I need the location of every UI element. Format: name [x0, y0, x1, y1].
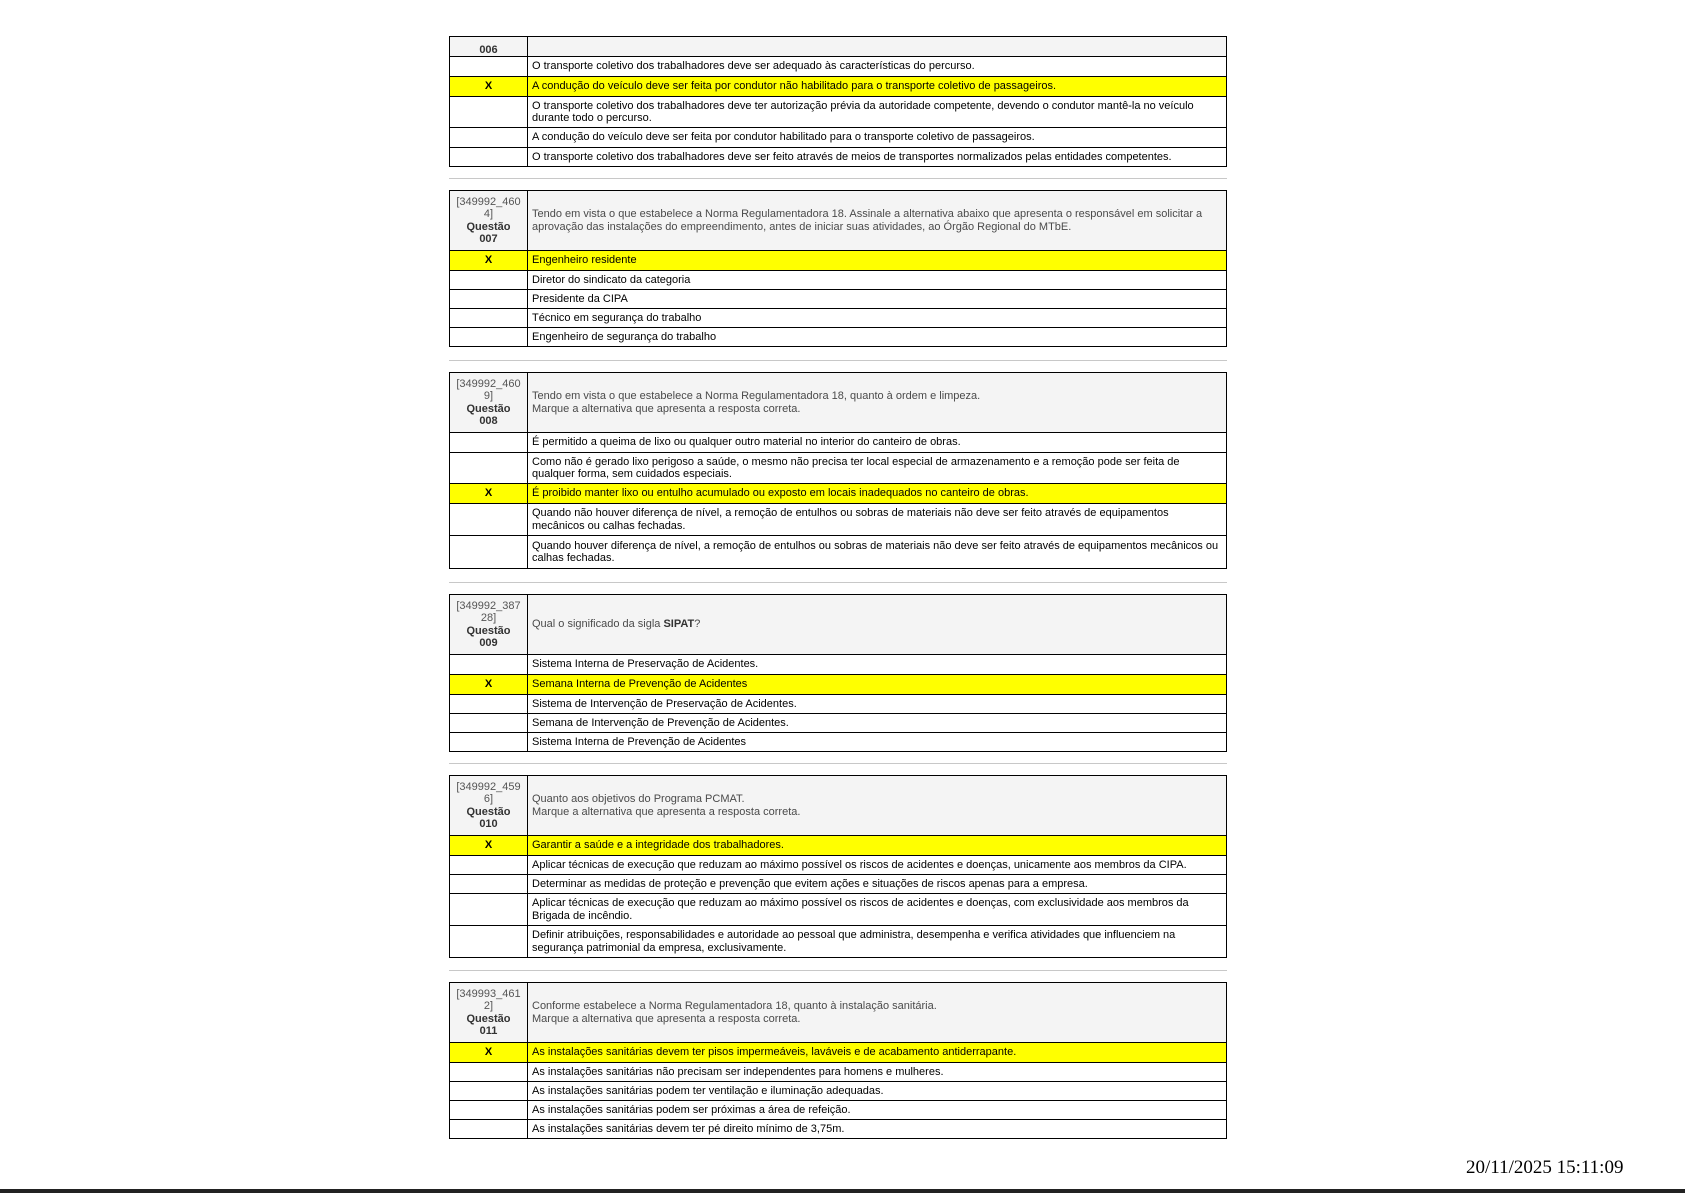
- question-prefix: Qual o significado da sigla: [532, 618, 664, 631]
- answer-mark: [450, 695, 528, 714]
- question-line: Conforme estabelece a Norma Regulamentadora 18, quanto à instalação sanitária.: [532, 1000, 937, 1012]
- answer-text: Determinar as medidas de proteção e prevenção que evitem ações e situações de riscos apenas para a empresa.: [528, 875, 1227, 894]
- answer-text: As instalações sanitárias podem ter ventilação e iluminação adequadas.: [528, 1082, 1227, 1101]
- question-number: 011: [479, 1025, 498, 1037]
- question-011-table: [449, 982, 1227, 1139]
- answer-option[interactable]: [450, 875, 1227, 894]
- question-id-suffix: 4]: [483, 208, 494, 220]
- answer-mark: [450, 1063, 528, 1082]
- answer-text: As instalações sanitárias podem ser próximas a área de refeição.: [528, 1101, 1227, 1120]
- answer-mark: X: [450, 251, 528, 271]
- answer-option[interactable]: [450, 271, 1227, 290]
- answer-option[interactable]: [450, 148, 1227, 167]
- answer-mark: [450, 1082, 528, 1101]
- print-timestamp: 20/11/2025 15:11:09: [1466, 1157, 1624, 1178]
- question-007-table: [449, 190, 1227, 347]
- question-id-cell: [450, 191, 528, 251]
- question-id-suffix: 6]: [483, 793, 494, 805]
- answer-text: Aplicar técnicas de execução que reduzam ao máximo possível os riscos de acidentes e doenças, com exclusividade aos membros da Brigada de incêndio.: [528, 894, 1227, 926]
- answer-option[interactable]: [450, 894, 1227, 926]
- answer-text: Engenheiro de segurança do trabalho: [528, 328, 1227, 347]
- answer-text: Definir atribuições, responsabilidades e autoridade ao pessoal que administra, desempenha e verifica atividades que influenciem na segurança patrimonial da empresa, exclusivamente.: [528, 926, 1227, 958]
- answer-option[interactable]: [450, 433, 1227, 453]
- answer-mark: [450, 926, 528, 958]
- answer-text: Semana Interna de Prevenção de Acidentes: [528, 675, 1227, 695]
- question-text: Tendo em vista o que estabelece a Norma Regulamentadora 18. Assinale a alternativa abaixo que apresenta o responsável em solicitar a aprovação das instalações do empreendimento, antes de iniciar suas atividades, ao Órgão Regional do MTbE.: [528, 191, 1227, 251]
- question-text: [528, 37, 1227, 57]
- question-id: [349992_387: [456, 599, 521, 612]
- answer-mark: [450, 1101, 528, 1120]
- question-id-cell: [450, 776, 528, 836]
- question-text: [528, 983, 1227, 1043]
- answer-mark: [450, 148, 528, 167]
- answer-option[interactable]: [450, 695, 1227, 714]
- question-010-table: [449, 775, 1227, 958]
- answer-mark: [450, 97, 528, 128]
- question-id: [349992_459: [456, 780, 521, 793]
- answer-mark: [450, 655, 528, 675]
- answer-text: As instalações sanitárias devem ter pé direito mínimo de 3,75m.: [528, 1120, 1227, 1139]
- bottom-rule: [0, 1189, 1685, 1193]
- question-line: Marque a alternativa que apresenta a resposta correta.: [532, 402, 801, 415]
- answer-text: Como não é gerado lixo perigoso a saúde, o mesmo não precisa ter local especial de armazenamento e a remoção pode ser feita de qualquer forma, sem cuidados especiais.: [528, 453, 1227, 484]
- answer-text: Técnico em segurança do trabalho: [528, 309, 1227, 328]
- question-id: [349992_460: [456, 195, 521, 208]
- answer-option[interactable]: [450, 536, 1227, 569]
- answer-mark: [450, 894, 528, 926]
- answer-text: Presidente da CIPA: [528, 290, 1227, 309]
- answer-text: É permitido a queima de lixo ou qualquer outro material no interior do canteiro de obras.: [528, 433, 1227, 453]
- question-008-table: [449, 372, 1227, 569]
- question-divider: [449, 360, 1227, 361]
- question-line: Marque a alternativa que apresenta a resposta correta.: [532, 805, 801, 818]
- answer-mark: [450, 733, 528, 752]
- answer-option[interactable]: [450, 504, 1227, 536]
- answer-text: O transporte coletivo dos trabalhadores deve ter autorização prévia da autoridade competente, devendo o condutor mantê-la no veículo durante todo o percurso.: [528, 97, 1227, 128]
- question-number: 010: [479, 818, 498, 830]
- question-id-cell: [450, 373, 528, 433]
- answer-option[interactable]: [450, 328, 1227, 347]
- answer-mark: [450, 1120, 528, 1139]
- answer-mark: [450, 290, 528, 309]
- answer-mark: [450, 856, 528, 875]
- answer-option[interactable]: [450, 856, 1227, 875]
- answer-option-correct[interactable]: [450, 675, 1227, 695]
- answer-text: Diretor do sindicato da categoria: [528, 271, 1227, 290]
- answer-option[interactable]: [450, 1082, 1227, 1101]
- question-label: Questão: [466, 402, 511, 415]
- question-id: [349993_461: [456, 987, 521, 1000]
- answer-option[interactable]: [450, 453, 1227, 484]
- answer-text: Engenheiro residente: [528, 251, 1227, 271]
- question-number: 009: [479, 637, 498, 649]
- question-009-table: [449, 594, 1227, 752]
- question-divider: [449, 763, 1227, 764]
- answer-option-correct[interactable]: [450, 251, 1227, 271]
- answer-text: Garantir a saúde e a integridade dos trabalhadores.: [528, 836, 1227, 856]
- answer-mark: [450, 875, 528, 894]
- question-number: 007: [479, 233, 498, 245]
- question-text: [528, 595, 1227, 655]
- answer-option[interactable]: [450, 1120, 1227, 1139]
- answer-text: Semana de Intervenção de Prevenção de Acidentes.: [528, 714, 1227, 733]
- question-id-suffix: 9]: [483, 390, 494, 402]
- answer-mark: [450, 271, 528, 290]
- question-acronym: SIPAT: [663, 618, 695, 631]
- answer-text: Sistema de Intervenção de Preservação de Acidentes.: [528, 695, 1227, 714]
- answer-text: Quando não houver diferença de nível, a remoção de entulhos ou sobras de materiais não deve ser feito através de equipamentos mecânicos ou calhas fechadas.: [528, 504, 1227, 536]
- question-id: [349992_460: [456, 377, 521, 390]
- answer-mark: [450, 504, 528, 536]
- answer-option[interactable]: [450, 1063, 1227, 1082]
- answer-mark: [450, 714, 528, 733]
- question-label: Questão: [466, 220, 511, 233]
- question-id-cell: [450, 37, 528, 57]
- question-suffix: ?: [694, 618, 701, 631]
- answer-mark: X: [450, 77, 528, 97]
- answer-text: As instalações sanitárias não precisam ser independentes para homens e mulheres.: [528, 1063, 1227, 1082]
- answer-option[interactable]: [450, 1101, 1227, 1120]
- answer-text: A condução do veículo deve ser feita por condutor não habilitado para o transporte coletivo de passageiros.: [528, 77, 1227, 97]
- answer-text: As instalações sanitárias devem ter pisos impermeáveis, laváveis e de acabamento antiderrapante.: [528, 1043, 1227, 1063]
- answer-text: É proibido manter lixo ou entulho acumulado ou exposto em locais inadequados no canteiro de obras.: [528, 484, 1227, 504]
- answer-mark: [450, 328, 528, 347]
- answer-option[interactable]: [450, 309, 1227, 328]
- question-divider: [449, 178, 1227, 179]
- answer-text: Aplicar técnicas de execução que reduzam ao máximo possível os riscos de acidentes e doenças, unicamente aos membros da CIPA.: [528, 856, 1227, 875]
- answer-option-correct[interactable]: [450, 77, 1227, 97]
- answer-text: Quando houver diferença de nível, a remoção de entulhos ou sobras de materiais não deve ser feito através de equipamentos mecânicos ou calhas fechadas.: [528, 536, 1227, 569]
- question-number: 006: [479, 43, 498, 56]
- answer-text: A condução do veículo deve ser feita por condutor habilitado para o transporte coletivo de passageiros.: [528, 128, 1227, 148]
- question-line: Marque a alternativa que apresenta a resposta correta.: [532, 1012, 801, 1025]
- answer-option[interactable]: [450, 714, 1227, 733]
- question-text: [528, 776, 1227, 836]
- question-number: 008: [479, 415, 498, 427]
- answer-option[interactable]: [450, 733, 1227, 752]
- answer-mark: X: [450, 836, 528, 856]
- question-text: [528, 373, 1227, 433]
- question-id-cell: [450, 983, 528, 1043]
- question-label: Questão: [466, 624, 511, 637]
- answer-option-correct[interactable]: [450, 1043, 1227, 1063]
- answer-mark: [450, 453, 528, 484]
- question-label: Questão: [466, 805, 511, 818]
- answer-text: Sistema Interna de Prevenção de Acidentes: [528, 733, 1227, 752]
- answer-option[interactable]: [450, 128, 1227, 148]
- answer-option[interactable]: [450, 290, 1227, 309]
- answer-mark: X: [450, 1043, 528, 1063]
- question-id-suffix: 28]: [480, 612, 497, 624]
- answer-mark: [450, 309, 528, 328]
- question-line: Quanto aos objetivos do Programa PCMAT.: [532, 793, 745, 805]
- answer-option[interactable]: [450, 57, 1227, 77]
- answer-option[interactable]: [450, 97, 1227, 128]
- answer-option[interactable]: [450, 655, 1227, 675]
- answer-mark: [450, 128, 528, 148]
- answer-mark: X: [450, 484, 528, 504]
- answer-mark: [450, 433, 528, 453]
- question-label: Questão: [466, 1012, 511, 1025]
- answer-option[interactable]: [450, 926, 1227, 958]
- answer-option-correct[interactable]: [450, 836, 1227, 856]
- question-divider: [449, 582, 1227, 583]
- question-divider: [449, 970, 1227, 971]
- answer-mark: X: [450, 675, 528, 695]
- answer-mark: [450, 536, 528, 569]
- question-id-suffix: 2]: [483, 1000, 494, 1012]
- question-id-cell: [450, 595, 528, 655]
- answer-text: O transporte coletivo dos trabalhadores deve ser feito através de meios de transportes normalizados pelas entidades competentes.: [528, 148, 1227, 167]
- answer-mark: [450, 57, 528, 77]
- answer-option-correct[interactable]: [450, 484, 1227, 504]
- question-line: Tendo em vista o que estabelece a Norma Regulamentadora 18, quanto à ordem e limpeza.: [532, 390, 981, 402]
- question-006-table: [449, 36, 1227, 167]
- answer-text: O transporte coletivo dos trabalhadores deve ser adequado às características do percurso.: [528, 57, 1227, 77]
- answer-text: Sistema Interna de Preservação de Acidentes.: [528, 655, 1227, 675]
